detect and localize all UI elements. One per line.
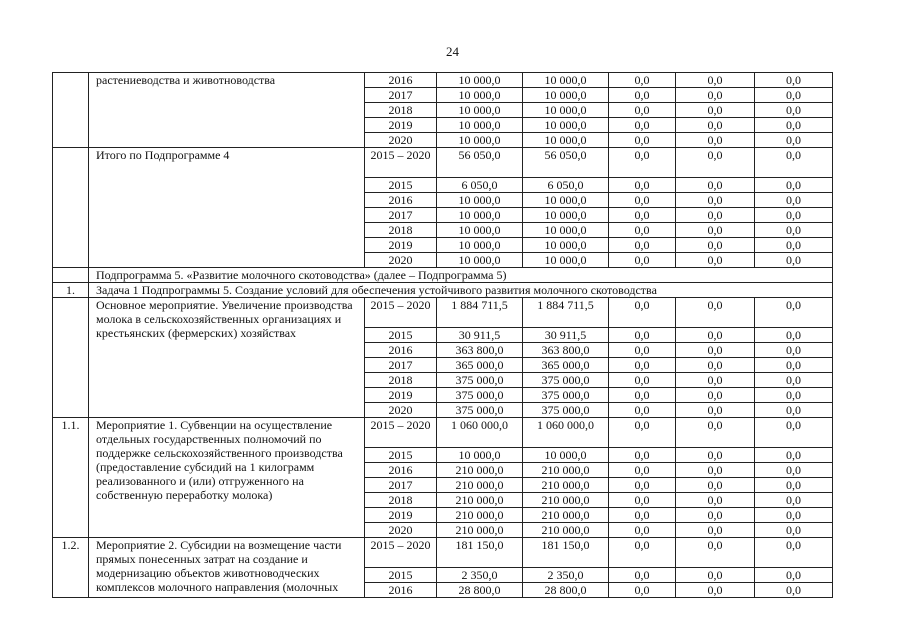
year-cell: 2020 <box>365 253 437 268</box>
value-cell: 0,0 <box>676 583 755 598</box>
value-cell: 210 000,0 <box>437 523 523 538</box>
value-cell: 375 000,0 <box>437 388 523 403</box>
value-cell: 0,0 <box>609 148 676 178</box>
year-cell: 2016 <box>365 73 437 88</box>
year-cell: 2019 <box>365 118 437 133</box>
value-cell: 0,0 <box>676 403 755 418</box>
value-cell: 0,0 <box>676 253 755 268</box>
value-cell: 1 060 000,0 <box>523 418 609 448</box>
value-cell: 0,0 <box>609 388 676 403</box>
value-cell: 0,0 <box>676 418 755 448</box>
value-cell: 0,0 <box>755 88 833 103</box>
value-cell: 0,0 <box>609 583 676 598</box>
item-name: растениеводства и животноводства <box>89 73 365 148</box>
budget-table <box>52 72 833 598</box>
value-cell: 0,0 <box>755 478 833 493</box>
value-cell: 375 000,0 <box>523 373 609 388</box>
value-cell: 210 000,0 <box>523 478 609 493</box>
value-cell: 0,0 <box>676 373 755 388</box>
value-cell: 10 000,0 <box>523 448 609 463</box>
value-cell: 10 000,0 <box>523 73 609 88</box>
value-cell: 0,0 <box>755 193 833 208</box>
value-cell: 0,0 <box>609 373 676 388</box>
value-cell: 56 050,0 <box>437 148 523 178</box>
item-name: Итого по Подпрограмме 4 <box>89 148 365 268</box>
value-cell: 0,0 <box>755 493 833 508</box>
row-number <box>53 73 89 148</box>
value-cell: 0,0 <box>609 103 676 118</box>
year-cell: 2018 <box>365 493 437 508</box>
value-cell: 0,0 <box>755 178 833 193</box>
value-cell: 0,0 <box>676 193 755 208</box>
value-cell: 181 150,0 <box>437 538 523 568</box>
year-cell: 2015 – 2020 <box>365 538 437 568</box>
year-cell: 2016 <box>365 463 437 478</box>
value-cell: 0,0 <box>609 478 676 493</box>
value-cell: 10 000,0 <box>523 223 609 238</box>
value-cell: 0,0 <box>676 493 755 508</box>
value-cell: 10 000,0 <box>437 103 523 118</box>
year-cell: 2017 <box>365 358 437 373</box>
year-cell: 2019 <box>365 508 437 523</box>
year-cell: 2017 <box>365 88 437 103</box>
value-cell: 0,0 <box>676 358 755 373</box>
value-cell: 10 000,0 <box>437 88 523 103</box>
value-cell: 56 050,0 <box>523 148 609 178</box>
value-cell: 210 000,0 <box>523 463 609 478</box>
value-cell: 210 000,0 <box>437 508 523 523</box>
page-number: 24 <box>446 44 459 59</box>
value-cell: 0,0 <box>755 223 833 238</box>
value-cell: 0,0 <box>755 523 833 538</box>
value-cell: 0,0 <box>755 358 833 373</box>
value-cell: 181 150,0 <box>523 538 609 568</box>
value-cell: 2 350,0 <box>523 568 609 583</box>
row-number <box>53 298 89 418</box>
value-cell: 210 000,0 <box>437 493 523 508</box>
value-cell: 0,0 <box>676 508 755 523</box>
value-cell: 0,0 <box>609 118 676 133</box>
year-cell: 2020 <box>365 403 437 418</box>
value-cell: 0,0 <box>755 133 833 148</box>
year-cell: 2016 <box>365 583 437 598</box>
value-cell: 10 000,0 <box>437 118 523 133</box>
value-cell: 0,0 <box>755 73 833 88</box>
value-cell: 10 000,0 <box>437 208 523 223</box>
value-cell: 0,0 <box>755 238 833 253</box>
value-cell: 210 000,0 <box>523 493 609 508</box>
value-cell: 0,0 <box>609 538 676 568</box>
value-cell: 0,0 <box>609 568 676 583</box>
section-heading: Подпрограмма 5. «Развитие молочного скотоводства» (далее – Подпрограмма 5) <box>89 268 833 283</box>
value-cell: 10 000,0 <box>523 103 609 118</box>
value-cell: 0,0 <box>609 298 676 328</box>
value-cell: 0,0 <box>755 253 833 268</box>
section-heading: Задача 1 Подпрограммы 5. Создание условий для обеспечения устойчивого развития молочного скотоводства <box>89 283 833 298</box>
value-cell: 0,0 <box>755 343 833 358</box>
value-cell: 0,0 <box>676 568 755 583</box>
item-name: Основное мероприятие. Увеличение производства молока в сельскохозяйственных организациях и крестьянских (фермерских) хозяйствах <box>89 298 365 418</box>
value-cell: 0,0 <box>755 583 833 598</box>
year-cell: 2015 <box>365 178 437 193</box>
year-cell: 2018 <box>365 373 437 388</box>
value-cell: 0,0 <box>676 103 755 118</box>
value-cell: 0,0 <box>609 493 676 508</box>
year-cell: 2015 – 2020 <box>365 418 437 448</box>
value-cell: 10 000,0 <box>437 133 523 148</box>
value-cell: 0,0 <box>755 508 833 523</box>
value-cell: 0,0 <box>755 328 833 343</box>
value-cell: 0,0 <box>755 448 833 463</box>
value-cell: 0,0 <box>609 88 676 103</box>
value-cell: 0,0 <box>609 223 676 238</box>
year-cell: 2015 <box>365 328 437 343</box>
value-cell: 10 000,0 <box>523 238 609 253</box>
value-cell: 0,0 <box>676 223 755 238</box>
value-cell: 0,0 <box>676 343 755 358</box>
value-cell: 0,0 <box>676 478 755 493</box>
row-number: 1.1. <box>53 418 89 538</box>
value-cell: 0,0 <box>676 523 755 538</box>
year-cell: 2017 <box>365 478 437 493</box>
value-cell: 210 000,0 <box>437 463 523 478</box>
table-row <box>53 298 833 328</box>
value-cell: 0,0 <box>676 328 755 343</box>
value-cell: 30 911,5 <box>523 328 609 343</box>
value-cell: 375 000,0 <box>437 403 523 418</box>
value-cell: 10 000,0 <box>437 448 523 463</box>
value-cell: 0,0 <box>755 418 833 448</box>
value-cell: 10 000,0 <box>437 193 523 208</box>
item-name: Мероприятие 2. Субсидии на возмещение части прямых понесенных затрат на создание и модернизацию объектов животноводческих комплексов молочного направления (молочных <box>89 538 365 598</box>
value-cell: 0,0 <box>676 88 755 103</box>
value-cell: 363 800,0 <box>523 343 609 358</box>
value-cell: 363 800,0 <box>437 343 523 358</box>
value-cell: 210 000,0 <box>437 478 523 493</box>
value-cell: 0,0 <box>609 73 676 88</box>
value-cell: 2 350,0 <box>437 568 523 583</box>
value-cell: 0,0 <box>755 463 833 478</box>
value-cell: 375 000,0 <box>523 403 609 418</box>
value-cell: 0,0 <box>755 373 833 388</box>
row-number <box>53 268 89 283</box>
value-cell: 0,0 <box>609 253 676 268</box>
value-cell: 6 050,0 <box>437 178 523 193</box>
table-row <box>53 73 833 88</box>
value-cell: 0,0 <box>755 118 833 133</box>
value-cell: 0,0 <box>755 103 833 118</box>
value-cell: 10 000,0 <box>523 253 609 268</box>
value-cell: 10 000,0 <box>437 223 523 238</box>
value-cell: 1 884 711,5 <box>523 298 609 328</box>
value-cell: 0,0 <box>609 133 676 148</box>
value-cell: 10 000,0 <box>523 88 609 103</box>
value-cell: 28 800,0 <box>523 583 609 598</box>
year-cell: 2015 <box>365 568 437 583</box>
year-cell: 2020 <box>365 523 437 538</box>
year-cell: 2015 – 2020 <box>365 298 437 328</box>
value-cell: 0,0 <box>676 208 755 223</box>
value-cell: 0,0 <box>609 238 676 253</box>
value-cell: 10 000,0 <box>523 133 609 148</box>
table-row <box>53 148 833 178</box>
section-row <box>53 268 833 283</box>
value-cell: 1 884 711,5 <box>437 298 523 328</box>
value-cell: 0,0 <box>755 538 833 568</box>
value-cell: 0,0 <box>609 418 676 448</box>
value-cell: 0,0 <box>609 448 676 463</box>
section-row <box>53 283 833 298</box>
value-cell: 0,0 <box>755 568 833 583</box>
value-cell: 10 000,0 <box>523 208 609 223</box>
value-cell: 0,0 <box>755 298 833 328</box>
value-cell: 0,0 <box>676 538 755 568</box>
value-cell: 10 000,0 <box>523 193 609 208</box>
value-cell: 0,0 <box>755 148 833 178</box>
year-cell: 2017 <box>365 208 437 223</box>
value-cell: 0,0 <box>676 448 755 463</box>
value-cell: 0,0 <box>609 328 676 343</box>
table-row <box>53 418 833 448</box>
value-cell: 0,0 <box>609 208 676 223</box>
value-cell: 0,0 <box>609 463 676 478</box>
year-cell: 2018 <box>365 103 437 118</box>
value-cell: 10 000,0 <box>437 73 523 88</box>
value-cell: 0,0 <box>676 238 755 253</box>
value-cell: 1 060 000,0 <box>437 418 523 448</box>
year-cell: 2018 <box>365 223 437 238</box>
value-cell: 0,0 <box>676 118 755 133</box>
year-cell: 2020 <box>365 133 437 148</box>
year-cell: 2015 <box>365 448 437 463</box>
value-cell: 0,0 <box>676 73 755 88</box>
table-row <box>53 538 833 568</box>
year-cell: 2016 <box>365 343 437 358</box>
value-cell: 0,0 <box>676 388 755 403</box>
value-cell: 0,0 <box>609 343 676 358</box>
row-number: 1. <box>53 283 89 298</box>
row-number <box>53 148 89 268</box>
value-cell: 0,0 <box>609 523 676 538</box>
value-cell: 0,0 <box>609 358 676 373</box>
year-cell: 2016 <box>365 193 437 208</box>
year-cell: 2019 <box>365 238 437 253</box>
value-cell: 0,0 <box>609 178 676 193</box>
value-cell: 0,0 <box>676 148 755 178</box>
value-cell: 10 000,0 <box>437 238 523 253</box>
value-cell: 0,0 <box>676 133 755 148</box>
value-cell: 0,0 <box>676 298 755 328</box>
value-cell: 210 000,0 <box>523 508 609 523</box>
value-cell: 0,0 <box>676 178 755 193</box>
value-cell: 365 000,0 <box>523 358 609 373</box>
value-cell: 210 000,0 <box>523 523 609 538</box>
item-name: Мероприятие 1. Субвенции на осуществление отдельных государственных полномочий по поддержке сельскохозяйственного производства (предоставление субсидий на 1 килограмм реализованного и (или) отгруженного на собственную переработку молока) <box>89 418 365 538</box>
value-cell: 0,0 <box>755 208 833 223</box>
value-cell: 10 000,0 <box>523 118 609 133</box>
value-cell: 0,0 <box>609 403 676 418</box>
year-cell: 2019 <box>365 388 437 403</box>
value-cell: 28 800,0 <box>437 583 523 598</box>
value-cell: 0,0 <box>676 463 755 478</box>
value-cell: 10 000,0 <box>437 253 523 268</box>
value-cell: 375 000,0 <box>523 388 609 403</box>
value-cell: 0,0 <box>755 403 833 418</box>
value-cell: 365 000,0 <box>437 358 523 373</box>
value-cell: 0,0 <box>609 193 676 208</box>
row-number: 1.2. <box>53 538 89 598</box>
value-cell: 30 911,5 <box>437 328 523 343</box>
value-cell: 375 000,0 <box>437 373 523 388</box>
value-cell: 6 050,0 <box>523 178 609 193</box>
year-cell: 2015 – 2020 <box>365 148 437 178</box>
value-cell: 0,0 <box>755 388 833 403</box>
value-cell: 0,0 <box>609 508 676 523</box>
